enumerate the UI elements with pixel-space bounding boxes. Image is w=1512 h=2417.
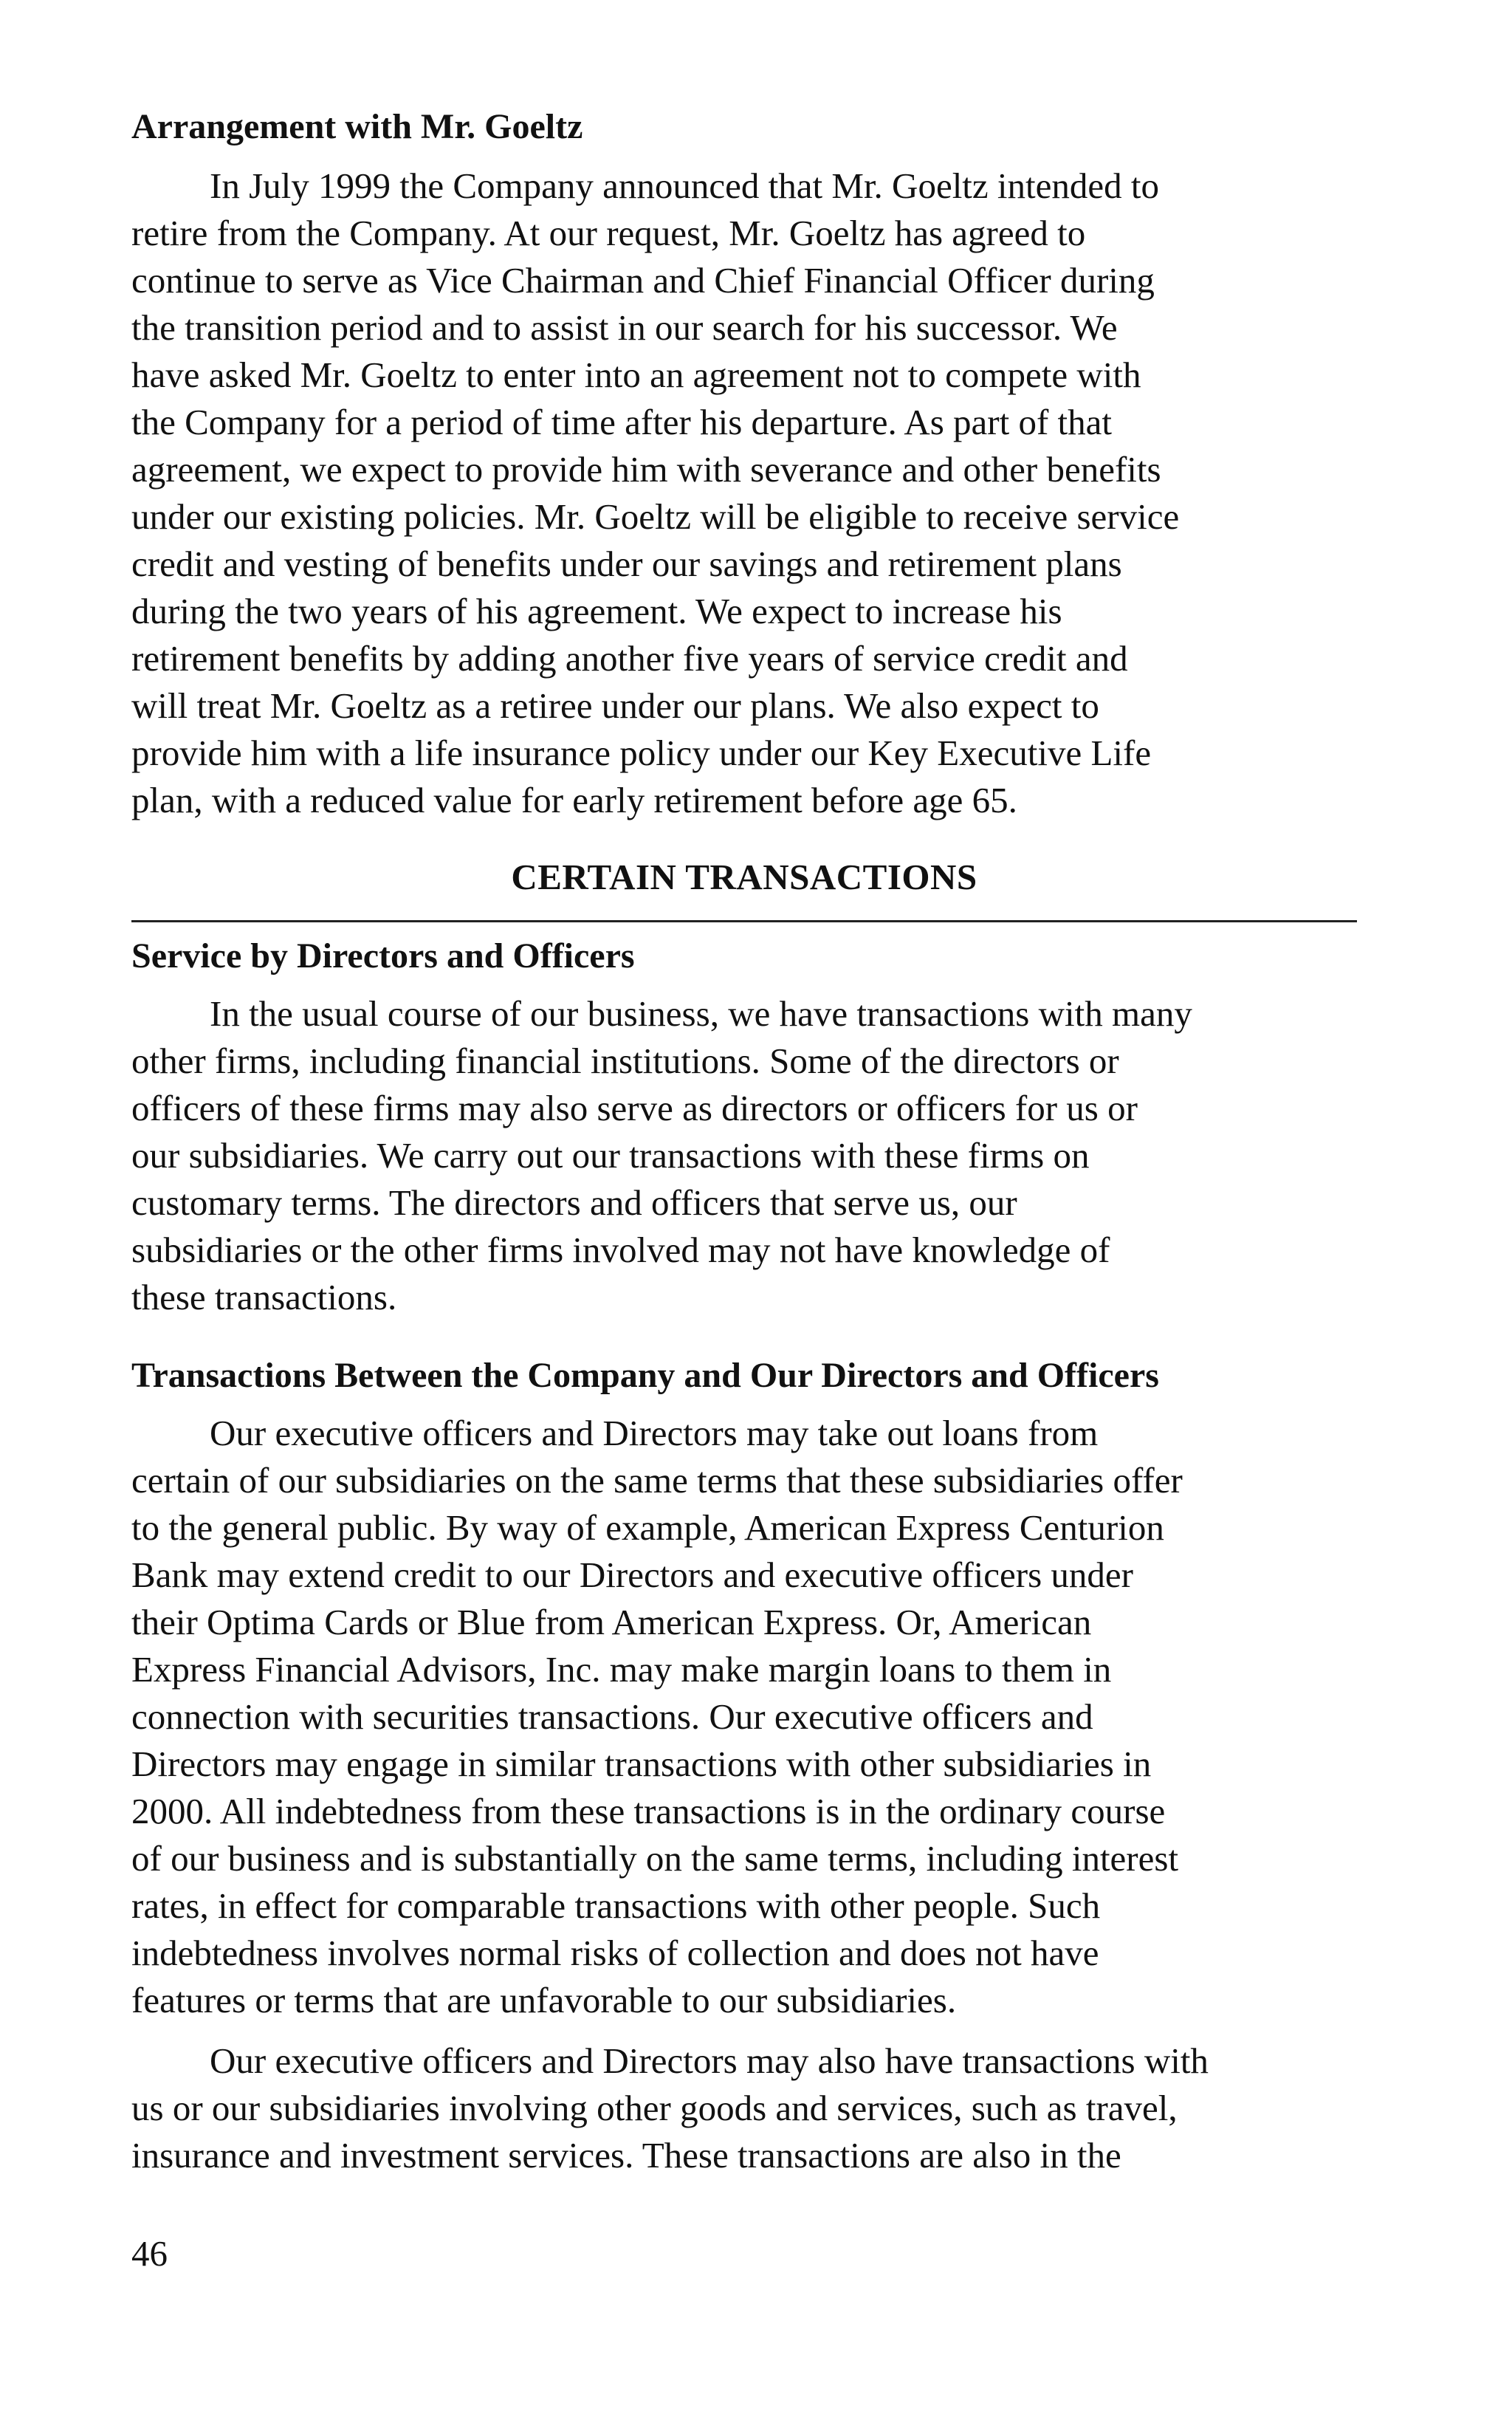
text-line: retire from the Company. At our request, Mr. Goeltz has agreed to	[131, 213, 1086, 253]
paragraph-transactions-2	[131, 2037, 1357, 2179]
paragraph-arrangement	[131, 162, 1357, 824]
section-title-certain-transactions: CERTAIN TRANSACTIONS	[511, 857, 977, 897]
section-heading-transactions-between: Transactions Between the Company and Our Directors and Officers	[131, 1356, 1159, 1395]
text-line: officers of these firms may also serve as directors or officers for us or	[131, 1088, 1138, 1128]
text-line: their Optima Cards or Blue from American Express. Or, American	[131, 1602, 1092, 1642]
text-line: Express Financial Advisors, Inc. may make margin loans to them in	[131, 1649, 1112, 1690]
text-line: retirement benefits by adding another five years of service credit and	[131, 638, 1128, 679]
text-line: the Company for a period of time after his departure. As part of that	[131, 402, 1113, 442]
text-line: Directors may engage in similar transactions with other subsidiaries in	[131, 1744, 1152, 1784]
text-line: of our business and is substantially on the same terms, including interest	[131, 1838, 1179, 1879]
paragraph-transactions-1	[131, 1410, 1357, 2024]
text-line: certain of our subsidiaries on the same terms that these subsidiaries offer	[131, 1460, 1183, 1501]
text-line: indebtedness involves normal risks of collection and does not have	[131, 1933, 1099, 1973]
text-line: the transition period and to assist in our search for his successor. We	[131, 307, 1118, 348]
text-line: customary terms. The directors and officers that serve us, our	[131, 1182, 1017, 1223]
horizontal-rule	[131, 920, 1357, 922]
text-line: provide him with a life insurance policy under our Key Executive Life	[131, 733, 1152, 773]
text-line: In July 1999 the Company announced that Mr. Goeltz intended to	[210, 165, 1160, 206]
text-line: have asked Mr. Goeltz to enter into an agreement not to compete with	[131, 354, 1141, 395]
text-line: In the usual course of our business, we have transactions with many	[210, 993, 1192, 1034]
text-line: agreement, we expect to provide him with severance and other benefits	[131, 449, 1161, 490]
text-line: connection with securities transactions. Our executive officers and	[131, 1696, 1093, 1737]
text-line: to the general public. By way of example, American Express Centurion	[131, 1507, 1164, 1548]
text-line: rates, in effect for comparable transactions with other people. Such	[131, 1885, 1101, 1926]
paragraph-service	[131, 990, 1357, 1321]
text-line: these transactions.	[131, 1277, 397, 1317]
text-line: other firms, including financial institutions. Some of the directors or	[131, 1040, 1119, 1081]
document-page	[131, 103, 1357, 2179]
section-heading-service: Service by Directors and Officers	[131, 936, 635, 976]
text-line: 2000. All indebtedness from these transactions is in the ordinary course	[131, 1791, 1166, 1831]
section-heading-arrangement: Arrangement with Mr. Goeltz	[131, 107, 583, 146]
text-line: under our existing policies. Mr. Goeltz will be eligible to receive service	[131, 496, 1180, 537]
text-line: Bank may extend credit to our Directors and executive officers under	[131, 1554, 1133, 1595]
text-line: Our executive officers and Directors may also have transactions with	[210, 2040, 1209, 2081]
text-line: credit and vesting of benefits under our savings and retirement plans	[131, 544, 1122, 584]
text-line: plan, with a reduced value for early retirement before age 65.	[131, 780, 1017, 820]
text-line: Our executive officers and Directors may take out loans from	[210, 1413, 1099, 1453]
text-line: features or terms that are unfavorable to our subsidiaries.	[131, 1980, 957, 2020]
text-line: will treat Mr. Goeltz as a retiree under our plans. We also expect to	[131, 685, 1099, 726]
text-line: our subsidiaries. We carry out our transactions with these firms on	[131, 1135, 1090, 1176]
page-number: 46	[131, 2233, 168, 2274]
text-line: insurance and investment services. These transactions are also in the	[131, 2135, 1121, 2176]
text-line: us or our subsidiaries involving other goods and services, such as travel,	[131, 2088, 1178, 2128]
text-line: subsidiaries or the other firms involved may not have knowledge of	[131, 1230, 1110, 1270]
text-line: continue to serve as Vice Chairman and Chief Financial Officer during	[131, 260, 1155, 301]
text-line: during the two years of his agreement. We expect to increase his	[131, 591, 1062, 631]
